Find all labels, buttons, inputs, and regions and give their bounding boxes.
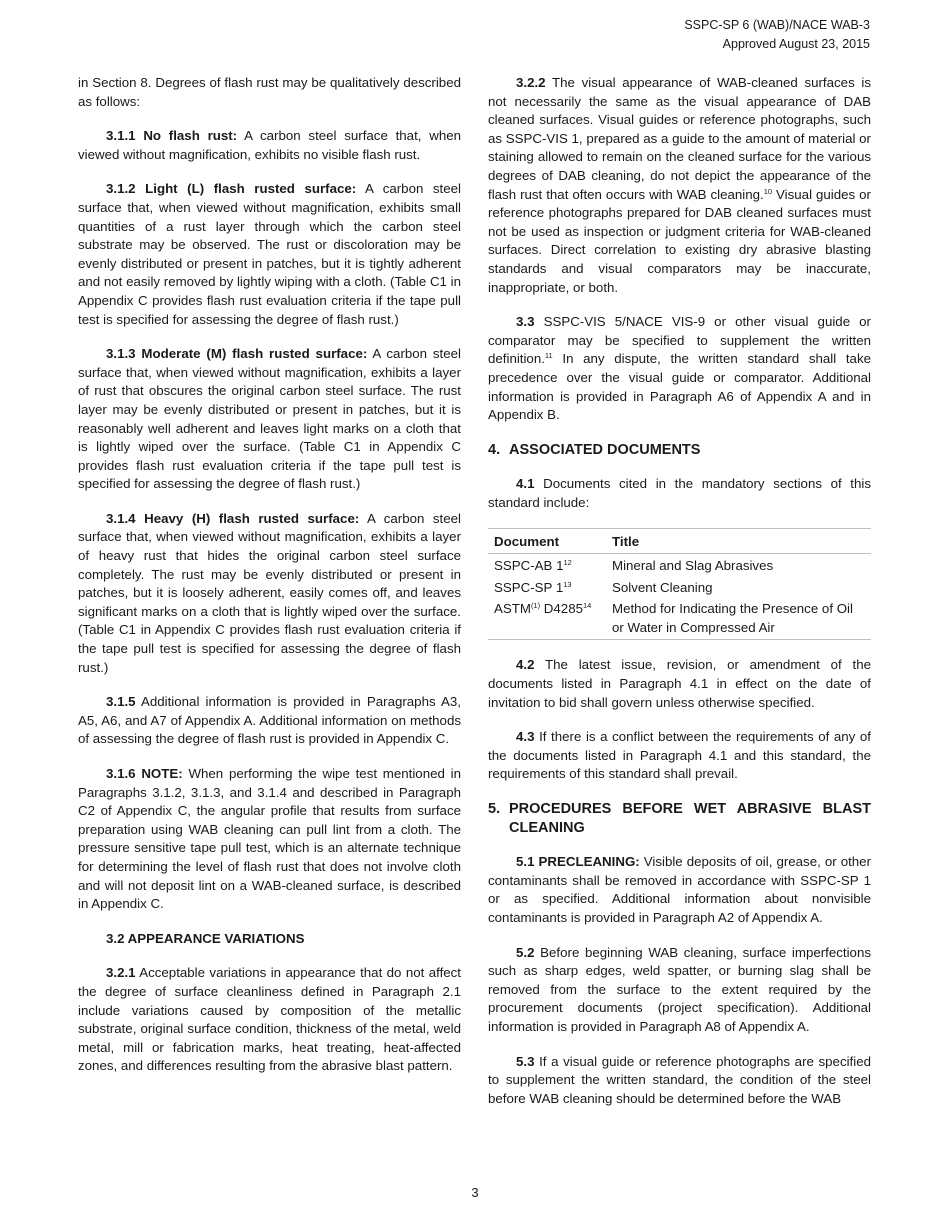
- document-cell: SSPC-SP $1^{13}$: [494, 579, 572, 595]
- paragraph-3-1-6: 3.1.6 NOTE: When performing the wipe test mentioned in Paragraphs 3.1.2, 3.1.3, and 3.1.4 and described in Paragraph C2 of Appendix C, the angular profile that results from surface preparation using WAB cleaning can pull lint from a cloth. The pressure sensitive tape pull test, which is an alternate technique for determining the level of flash rust that does not involve cloth and will not deposit lint on a WAB-cleaned surface, is described in Appendix C.: [78, 766, 461, 912]
- paragraph-3-3: 3.3 SSPC-VIS 5/NACE VIS-9 or other visual guide or comparator may be specified to supplement the written definition.$^{11}$ In any dispute, the written standard shall take precedence over the visual guide or comparator. Additional information is provided in Paragraph A6 of Appendix A and in Appendix B.: [488, 314, 871, 423]
- section-heading-4: 4. ASSOCIATED DOCUMENTS: [488, 441, 701, 458]
- title-cell: Solvent Cleaning: [612, 579, 713, 595]
- section-heading-5: 5. PROCEDURES BEFORE WET ABRASIVE BLAST CLEANING: [488, 801, 871, 836]
- page-number: 3: [471, 1185, 479, 1200]
- paragraph-5-3: 5.3 If a visual guide or reference photographs are specified to supplement the written standard, the condition of the steel before WAB cleaning should be determined before the WAB: [488, 1053, 871, 1106]
- intro-paragraph: in Section 8. Degrees of flash rust may be qualitatively described as follows:: [78, 75, 461, 109]
- paragraph-4-1: 4.1 Documents cited in the mandatory sections of this standard include:: [488, 476, 871, 510]
- paragraph-5-1: 5.1 PRECLEANING: Visible deposits of oil, grease, or other contaminants shall be removed in accordance with SSPC-SP 1 or as specified. Additional information about nonvisible contaminants is provided in Paragraph A2 of Appendix A.: [488, 854, 871, 925]
- subsection-heading-3-2: 3.2 APPEARANCE VARIATIONS: [106, 930, 305, 946]
- paragraph-3-2-2: 3.2.2 The visual appearance of WAB-cleaned surfaces is not necessarily the same as the visual appearance of DAB cleaned surfaces. Visual guides or reference photographs, such as SSPC-VIS 1, prepared as a guide to the amount of material or staining allowed to remain on the cleaned surface for the various degrees of DAB cleaning, do not depict the appearance of the flash rust that often occurs with WAB cleaning.$^{10}$ Visual guides or reference photographs prepared for DAB cleaned surfaces must not be used as inspection or judgment criteria for WAB-cleaned surfaces. Direct correlation to existing dry abrasive blasting standards and visual comparators may be inaccurate, inappropriate, or both.: [488, 75, 871, 295]
- paragraph-3-1-3: 3.1.3 Moderate (M) flash rusted surface: A carbon steel surface that, when viewed without magnification, exhibits a layer of rust that obscures the original carbon steel surface. The rust layer may be evenly distributed or present in patches, but it is reasonably well adherent and leaves light marks on a cloth that is lightly wiped over the surface. (Table C1 in Appendix C provides flash rust evaluation criteria if the tape pull test is specified for assessing the degree of flash rust.): [78, 346, 461, 492]
- paragraph-4-2: 4.2 The latest issue, revision, or amendment of the documents listed in Paragraph 4.1 in effect on the date of invitation to bid shall govern unless otherwise specified.: [488, 657, 871, 710]
- paragraph-3-1-5: 3.1.5 Additional information is provided in Paragraphs A3, A5, A6, and A7 of Appendix A. Additional information on methods of assessing the degree of flash rust is provided in Appendix C.: [78, 694, 461, 747]
- left-column: [78, 74, 461, 1092]
- paragraph-3-1-2: 3.1.2 Light (L) flash rusted surface: A carbon steel surface that, when viewed without magnification, exhibits small quantities of a rust layer through which the carbon steel substrate may be observed. The rust or discoloration may be evenly distributed or present in patches, but it is tightly adherent and not easily removed by lightly wiping with a cloth. (Table C1 in Appendix C provides flash rust evaluation criteria if the tape pull test is specified for assessing the degree of flash rust.): [78, 181, 461, 327]
- title-cell: Mineral and Slag Abrasives: [612, 558, 774, 574]
- paragraph-4-3: 4.3 If there is a conflict between the requirements of any of the documents listed in Paragraph 4.1 and this standard, the requirements of this standard shall prevail.: [488, 729, 871, 782]
- title-cell: Method for Indicating the Presence of Oil or Water in Compressed Air: [606, 597, 871, 640]
- documents-table: [488, 528, 871, 640]
- document-cell: ASTM$^{(1)}$ D4285$^{14}$: [488, 597, 606, 640]
- right-column: [488, 74, 871, 1124]
- table-row: [488, 554, 871, 576]
- paragraph-3-1-1: 3.1.1 No flash rust: A carbon steel surface that, when viewed without magnification, exhibits no visible flash rust.: [78, 128, 462, 162]
- footnote-ref: 11: [544, 351, 553, 361]
- paragraph-5-2: 5.2 Before beginning WAB cleaning, surface imperfections such as sharp edges, weld spatter, or burning slag shall be removed from the surface to the extent required by the procurement documents (project specification). Additional information is provided in Paragraph A8 of Appendix A.: [488, 944, 871, 1034]
- table-row: [488, 597, 871, 640]
- document-id: SSPC-SP 6 (WAB)/NACE WAB-3: [684, 18, 870, 32]
- table-header-document: Document: [488, 529, 606, 554]
- table-row: [488, 576, 871, 598]
- paragraph-3-1-4: 3.1.4 Heavy (H) flash rusted surface: A carbon steel surface that, when viewed without magnification, exhibits a layer of heavy rust that hides the original carbon steel surface completely. The rust may be evenly distributed or present in patches, but it is loosely adherent, easily comes off, and leaves significant marks on a cloth that is lightly wiped over the surface. (Table C1 in Appendix C provides flash rust evaluation criteria if the tape pull test is specified for assessing the degree of flash rust.): [78, 510, 461, 675]
- footnote-ref: 10: [763, 186, 773, 196]
- paragraph-3-2-1: 3.2.1 Acceptable variations in appearance that do not affect the degree of surface cleanliness defined in Paragraph 2.1 include variations caused by composition of the metallic substrate, original surface condition, thickness of the metal, weld metal, mill or fabrication marks, heat treating, heat-affected zones, and differences resulting from the abrasive blast pattern.: [78, 965, 461, 1074]
- table-header-title: Title: [606, 529, 871, 554]
- document-cell: SSPC-AB $1^{12}$: [494, 558, 572, 574]
- page-header: [684, 16, 870, 54]
- approval-date: Approved August 23, 2015: [722, 37, 870, 51]
